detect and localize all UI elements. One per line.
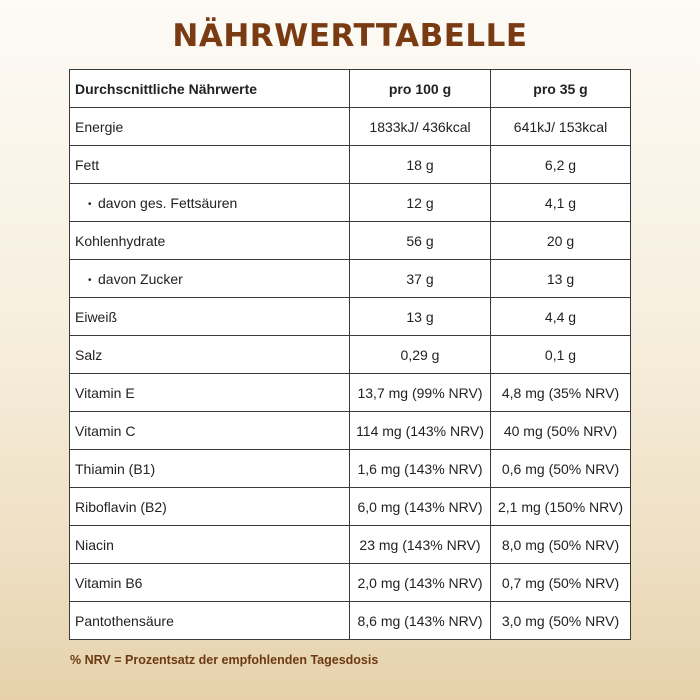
nutrient-name: Riboflavin (B2) (75, 498, 167, 515)
table-row (70, 184, 631, 222)
value-per-100g: 13,7 mg (99% NRV) (350, 374, 491, 412)
value-per-35g: 3,0 mg (50% NRV) (491, 602, 631, 640)
nutrient-label (70, 526, 350, 564)
value-per-100g: 13 g (350, 298, 491, 336)
value-per-100g: 1833kJ/ 436kcal (350, 108, 491, 146)
value-per-35g: 0,1 g (491, 336, 631, 374)
table-row (70, 412, 631, 450)
page-title: NÄHRWERTTABELLE (172, 18, 528, 54)
nutrient-name: davon Zucker (98, 270, 183, 287)
nutrient-name: Vitamin B6 (75, 574, 143, 591)
nutrient-label (70, 488, 350, 526)
nutrient-label (70, 184, 350, 222)
table-row (70, 108, 631, 146)
bullet-icon: • (88, 198, 92, 210)
nutrition-table (69, 69, 631, 640)
table-row (70, 526, 631, 564)
value-per-35g: 4,8 mg (35% NRV) (491, 374, 631, 412)
value-per-35g: 2,1 mg (150% NRV) (491, 488, 631, 526)
nutrient-label (70, 260, 350, 298)
nutrient-name: Fett (75, 156, 100, 173)
value-per-100g: 0,29 g (350, 336, 491, 374)
value-per-35g: 0,6 mg (50% NRV) (491, 450, 631, 488)
nutrient-label (70, 222, 350, 260)
value-per-35g: 641kJ/ 153kcal (491, 108, 631, 146)
table-row (70, 260, 631, 298)
table-row (70, 298, 631, 336)
value-per-35g: 6,2 g (491, 146, 631, 184)
nutrient-name: Thiamin (B1) (75, 460, 156, 477)
table-row (70, 564, 631, 602)
nutrient-label (70, 374, 350, 412)
value-per-100g: 8,6 mg (143% NRV) (350, 602, 491, 640)
value-per-100g: 37 g (350, 260, 491, 298)
nutrient-label (70, 412, 350, 450)
value-per-100g: 23 mg (143% NRV) (350, 526, 491, 564)
nutrient-name: davon ges. Fettsäuren (98, 194, 238, 211)
nutrient-name: Salz (75, 346, 103, 363)
table-row (70, 374, 631, 412)
value-per-35g: 0,7 mg (50% NRV) (491, 564, 631, 602)
table-row (70, 602, 631, 640)
value-per-35g: 4,4 g (491, 298, 631, 336)
table-row (70, 222, 631, 260)
table-row (70, 146, 631, 184)
table-row (70, 450, 631, 488)
footnote: % NRV = Prozentsatz der empfohlenden Tagesdosis (70, 653, 379, 667)
nutrient-name: Eiweiß (75, 308, 118, 325)
table-row (70, 488, 631, 526)
value-per-100g: 114 mg (143% NRV) (350, 412, 491, 450)
nutrient-label (70, 602, 350, 640)
table-row (70, 336, 631, 374)
header-per-35g: pro 35 g (491, 70, 631, 108)
value-per-100g: 1,6 mg (143% NRV) (350, 450, 491, 488)
nutrient-label (70, 298, 350, 336)
nutrient-label (70, 108, 350, 146)
header-nutrient: Durchscnittliche Nährwerte (70, 70, 350, 108)
value-per-100g: 6,0 mg (143% NRV) (350, 488, 491, 526)
nutrient-name: Kohlenhydrate (75, 232, 166, 249)
nutrient-name: Energie (75, 118, 124, 135)
value-per-100g: 12 g (350, 184, 491, 222)
nutrient-name: Vitamin C (75, 422, 136, 439)
nutrient-label (70, 146, 350, 184)
nutrient-name: Pantothensäure (75, 612, 174, 629)
value-per-35g: 40 mg (50% NRV) (491, 412, 631, 450)
value-per-35g: 8,0 mg (50% NRV) (491, 526, 631, 564)
value-per-35g: 4,1 g (491, 184, 631, 222)
bullet-icon: • (88, 274, 92, 286)
table-header-row (70, 70, 631, 108)
nutrient-label (70, 564, 350, 602)
value-per-100g: 56 g (350, 222, 491, 260)
header-per-100g: pro 100 g (350, 70, 491, 108)
nutrient-name: Niacin (75, 536, 114, 553)
value-per-35g: 13 g (491, 260, 631, 298)
nutrient-name: Vitamin E (75, 384, 135, 401)
value-per-100g: 2,0 mg (143% NRV) (350, 564, 491, 602)
value-per-100g: 18 g (350, 146, 491, 184)
nutrient-label (70, 336, 350, 374)
nutrient-label (70, 450, 350, 488)
value-per-35g: 20 g (491, 222, 631, 260)
